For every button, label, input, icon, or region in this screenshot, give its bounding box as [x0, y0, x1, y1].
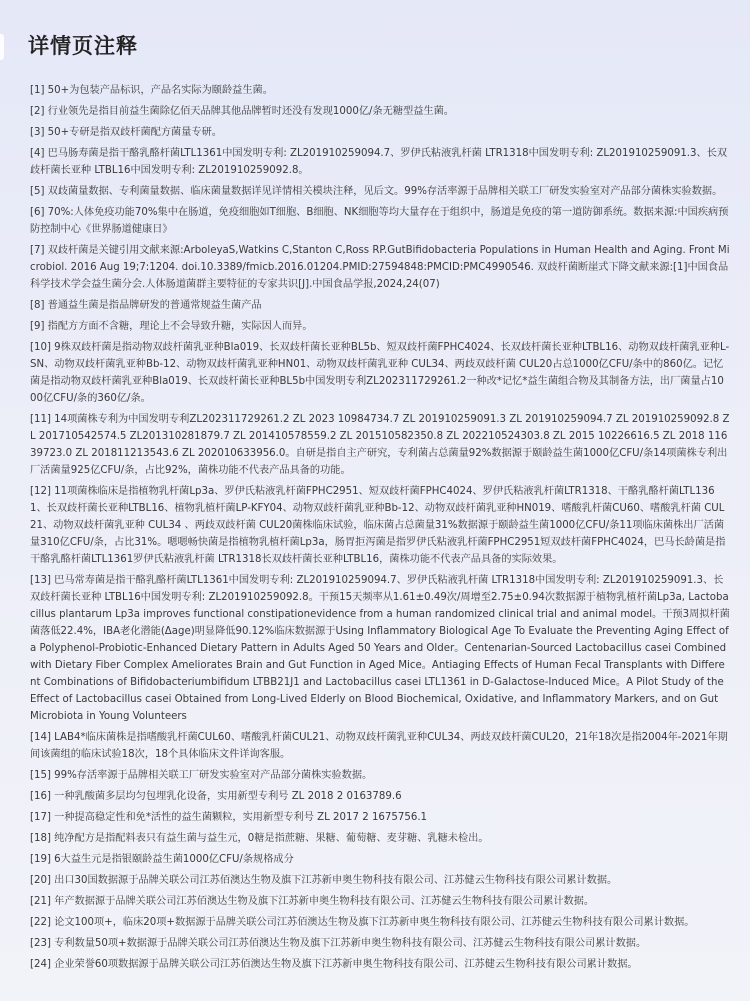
note-item: [6] 70%:人体免疫功能70%集中在肠道，免疫细胞如T细胞、B细胞、NK细胞等均大量存在于组织中，肠道是免疫的第一道防御系统。数据来源:中国疾病预防控制中心《世界肠道健康日》: [30, 207, 729, 235]
note-item: [21] 年产数据源于品牌关联公司江苏佰澳达生物及旗下江苏新申奥生物科技有限公司、江苏健云生物科技有限公司累计数据。: [30, 896, 595, 907]
note-item: [3] 50+专研是指双歧杆菌配方菌量专研。: [30, 127, 222, 138]
note-item: [11] 14项菌株专利为中国发明专利ZL202311729261.2 ZL 2023 10984734.7 ZL 201910259091.3 ZL 201910259094.7 ZL 201910259092.8 ZL 201710542574.5 ZL201310281879.7 ZL 201410578559.2 ZL 201510582350.8 ZL 202210524303.8 ZL 2015 10226616.5 ZL 2018 11639723.0 ZL 201811213543.6 ZL 202010633956.0。自研是指自主产研究，专利菌占总菌量92%数据源于颐龄益生菌1000亿CFU/条14项菌株专利出厂活菌量925亿CFU/条，占比92%，菌株功能不代表产品具备的功能。: [30, 414, 730, 476]
note-item: [17] 一种提高稳定性和免*活性的益生菌颗粒，实用新型专利号 ZL 2017 2 1675756.1: [30, 812, 428, 823]
note-item: [14] LAB4*临床菌株是指嗜酸乳杆菌CUL60、嗜酸乳杆菌CUL21、动物双歧杆菌乳亚种CUL34、两歧双歧杆菌CUL20，21年18次是指2004年-2021年期间该菌组的临床试验18次，18个具体临床文件详询客服。: [30, 732, 728, 760]
note-item: [1] 50+为包装产品标识，产品名实际为颐龄益生菌。: [30, 85, 273, 96]
note-item: [9] 指配方方面不含糖，理论上不会导致升糖，实际因人而异。: [30, 321, 313, 332]
title-accent-bar: [0, 34, 4, 60]
note-item: [13] 巴马常寿菌是指干酪乳酪杆菌LTL1361中国发明专利: ZL201910259094.7、罗伊氏粘液乳杆菌 LTR1318中国发明专利: ZL201910259091.3、长双歧杆菌长亚种 LTBL16中国发明专利: ZL201910259092.8。干预15天频率从1.61±0.49次/周增至2.75±0.94次数据源于植物乳植杆菌Lp3a, Lactobacillus plantarum Lp3a improves functional constipationevidence from a human randomized clinical trial and animal model。干预3周拟杆菌菌落低22.4%，IBA老化潜能(Δage)明显降低90.12%临床数据源于Using Inflammatory Biological Age To Evaluate the Preventing Aging Effect of a Polyphenol-Probiotic-Enhanced Dietary Pattern in Adults Aged 50 Years and Older。Centenarian-Sourced Lactobacillus casei Combined with Dietary Fiber Complex Ameliorates Brain and Gut Function in Aged Mice。Antiaging Effects of Human Fecal Transplants with Different Combinations of Bifidobacteriumbifidum LTBB21J1 and Lactobacillus casei LTL1361 in D-Galactose-Induced Mice。A Pilot Study of the Effect of Lactobacillus casei Obtained from Long-Lived Elderly on Blood Biochemical, Oxidative, and Inflammatory Markers, and on Gut Microbiota in Young Volunteers: [30, 575, 730, 722]
notes-list: [30, 82, 730, 977]
note-item: [7] 双歧杆菌是关键引用文献来源:ArboleyaS,Watkins C,Stanton C,Ross RP.GutBifidobacteria Populations in Human Health and Aging. Front Microbiol. 2016 Aug 19;7:1204. doi.10.3389/fmicb.2016.01204.PMID:27594848:PMCID:PMC4990546. 双歧杆菌断崖式下降文献来源:[1]中国食品科学技术学会益生菌分会.人体肠道菌群主要特征的专家共识[J].中国食品学报,2024,24(07): [30, 245, 730, 290]
note-item: [2] 行业领先是指目前益生菌除亿佰天品牌其他品牌暂时还没有发现1000亿/条无糖型益生菌。: [30, 106, 454, 117]
note-item: [20] 出口30国数据源于品牌关联公司江苏佰澳达生物及旗下江苏新申奥生物科技有限公司、江苏健云生物科技有限公司累计数据。: [30, 875, 618, 886]
note-item: [12] 11项菌株临床是指植物乳杆菌Lp3a、罗伊氏粘液乳杆菌FPHC2951、短双歧杆菌FPHC4024、罗伊氏粘液乳杆菌LTR1318、干酪乳酪杆菌LTL1361、长双歧杆菌长亚种LTBL16、植物乳植杆菌LP-KFY04、动物双歧杆菌乳亚种Bb-12、动物双歧杆菌乳亚种HN019、嗜酸乳杆菌CU60、嗜酸乳杆菌 CUL21、动物双歧杆菌乳亚种 CUL34 、两歧双歧杆菌 CUL20菌株临床试验，临床菌占总菌量31%数据源于颐龄益生菌1000亿CFU/条11项临床菌株出厂活菌量310亿CFU/条，占比31%。嗯嗯畅快菌是指植物乳植杆菌Lp3a，肠胃拒泻菌是指罗伊氏粘液乳杆菌FPHC2951短双歧杆菌FPHC4024，巴马长龄菌是指干酪乳酪杆菌LTL1361罗伊氏粘液乳杆菌 LTR1318长双歧杆菌长亚种LTBL16，菌株功能不代表产品具备的实际效果。: [30, 486, 726, 565]
note-item: [24] 企业荣誉60项数据源于品牌关联公司江苏佰澳达生物及旗下江苏新申奥生物科技有限公司、江苏健云生物科技有限公司累计数据。: [30, 959, 638, 970]
note-item: [15] 99%存活率源于品牌相关联工厂研发实验室对产品部分菌株实验数据。: [30, 770, 373, 781]
note-item: [4] 巴马肠寿菌是指干酪乳酪杆菌LTL1361中国发明专利: ZL201910259094.7、罗伊氏粘液乳杆菌 LTR1318中国发明专利: ZL201910259091.3、长双歧杆菌长亚种 LTBL16中国发明专利: ZL201910259092.8。: [30, 148, 728, 176]
note-item: [10] 9株双歧杆菌是指动物双歧杆菌乳亚种Bla019、长双歧杆菌长亚种BL5b、短双歧杆菌FPHC4024、长双歧杆菌长亚种LTBL16、动物双歧杆菌乳亚种L-SN、动物双歧杆菌乳亚种Bb-12、动物双歧杆菌乳亚种HN01、动物双歧杆菌乳亚种 CUL34、两歧双歧杆菌 CUL20占总1000亿CFU/条中的860亿。记忆菌是指动物双歧杆菌乳亚种Bla019、长双歧杆菌长亚种BL5b中国发明专利ZL202311729261.2一种改*记忆*益生菌组合物及其制备方法，出厂菌量占1000亿CFU/条的360亿/条。: [30, 342, 730, 404]
note-item: [22] 论文100项+，临床20项+数据源于品牌关联公司江苏佰澳达生物及旗下江苏新申奥生物科技有限公司、江苏健云生物科技有限公司累计数据。: [30, 917, 695, 928]
note-item: [16] 一种乳酸菌多层均匀包埋乳化设备，实用新型专利号 ZL 2018 2 0163789.6: [30, 791, 402, 802]
note-item: [18] 纯净配方是指配料表只有益生菌与益生元，0糖是指蔗糖、果糖、葡萄糖、麦芽糖、乳糖未检出。: [30, 833, 489, 844]
note-item: [19] 6大益生元是指银颐龄益生菌1000亿CFU/条规格成分: [30, 854, 294, 865]
note-item: [8] 普通益生菌是指品牌研发的普通常规益生菌产品: [30, 300, 262, 311]
page-title: 详情页注释: [28, 34, 138, 58]
note-item: [5] 双歧菌量数据、专利菌量数据、临床菌量数据详见详情相关模块注释，见后文。99%存活率源于品牌相关联工厂研发实验室对产品部分菌株实验数据。: [30, 186, 723, 197]
note-item: [23] 专利数量50项+数据源于品牌关联公司江苏佰澳达生物及旗下江苏新申奥生物科技有限公司、江苏健云生物科技有限公司累计数据。: [30, 938, 647, 949]
